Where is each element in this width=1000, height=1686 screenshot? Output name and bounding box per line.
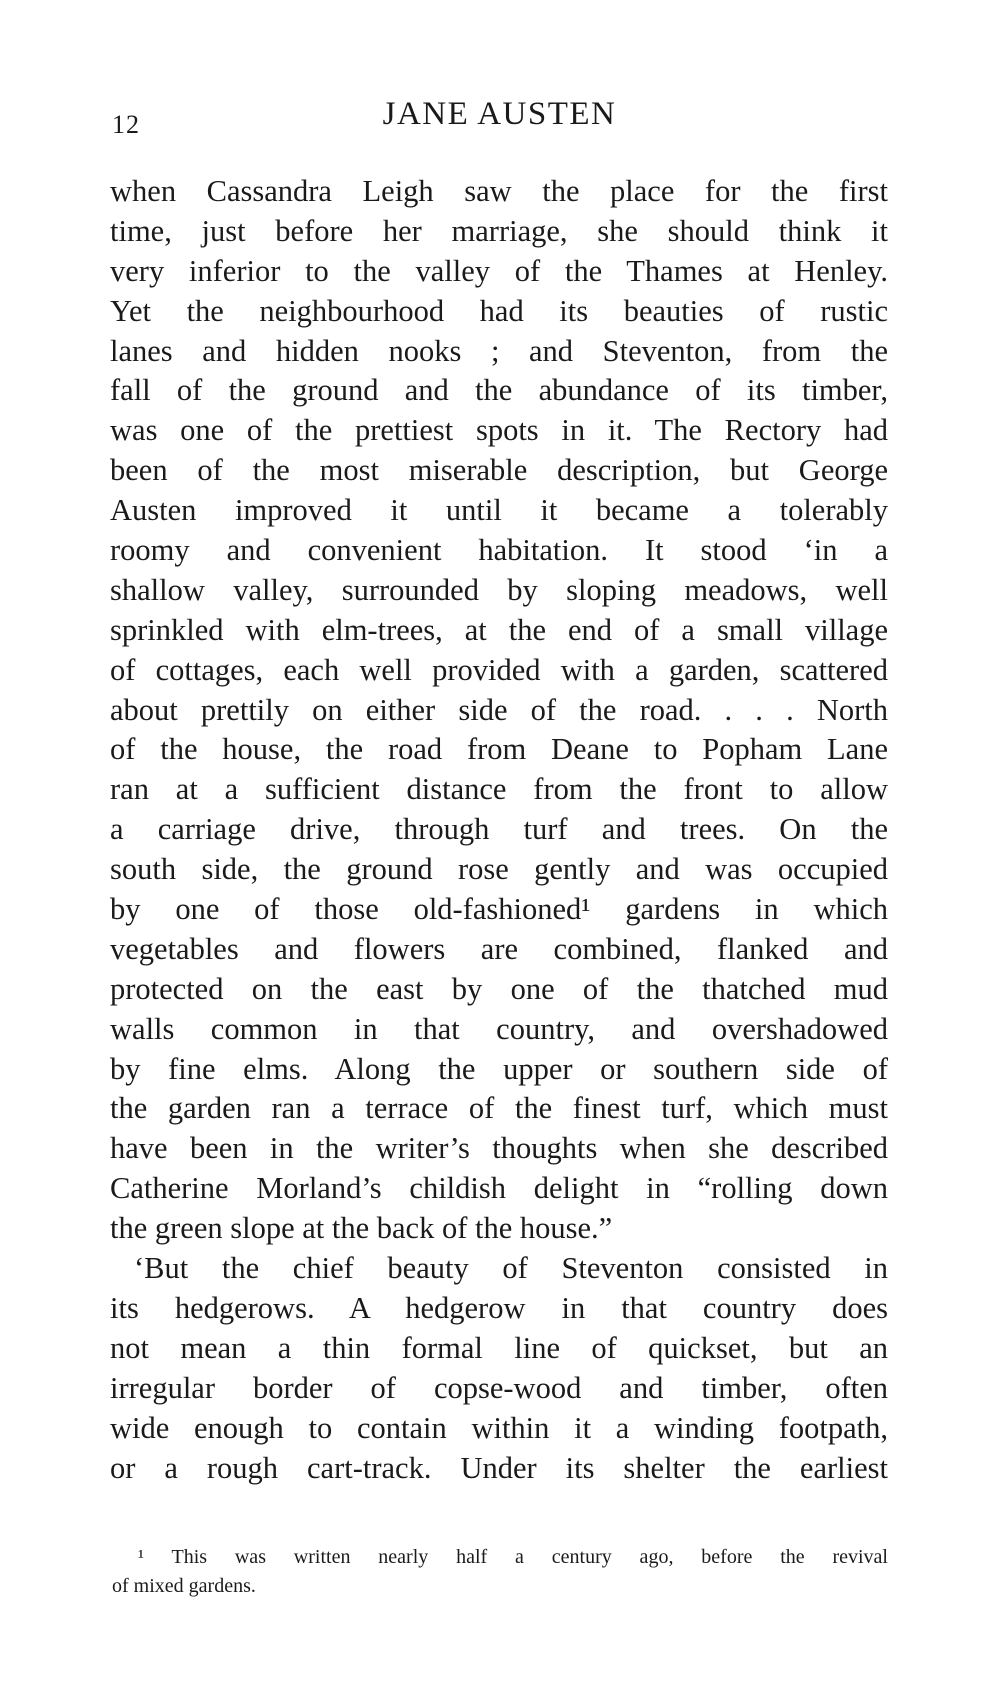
text-line: ran at a sufficient distance from the front to allow <box>110 772 888 807</box>
text-line: irregular border of copse-wood and timber, often <box>110 1370 888 1405</box>
text-line: a carriage drive, through turf and trees. On the <box>110 812 888 847</box>
text-line: not mean a thin formal line of quickset, but an <box>110 1330 888 1365</box>
text-line: protected on the east by one of the thatched mud <box>110 971 888 1006</box>
text-line: when Cassandra Leigh saw the place for the first <box>110 174 888 208</box>
text-line: was one of the prettiest spots in it. The Rectory had <box>110 413 888 448</box>
running-head: JANE AUSTEN <box>382 96 617 132</box>
page-number: 12 <box>112 110 140 139</box>
text-line: sprinkled with elm-trees, at the end of a small village <box>110 612 888 647</box>
text-line: south side, the ground rose gently and was occupied <box>110 852 888 887</box>
text-line: of cottages, each well provided with a garden, scattered <box>110 652 888 687</box>
text-line: Austen improved it until it became a tolerably <box>110 493 888 528</box>
text-line: or a rough cart-track. Under its shelter the earliest <box>110 1450 888 1485</box>
text-line: the garden ran a terrace of the finest turf, which must <box>110 1091 888 1126</box>
text-line: Yet the neighbourhood had its beauties of rustic <box>110 293 888 328</box>
text-line: the green slope at the back of the house.” <box>110 1211 613 1246</box>
page-header <box>112 96 887 146</box>
text-line: walls common in that country, and overshadowed <box>110 1011 888 1046</box>
text-line: very inferior to the valley of the Thames at Henley. <box>110 253 888 288</box>
text-line: time, just before her marriage, she should think it <box>110 213 888 248</box>
footnote-line: ¹ This was written nearly half a century ago, before the revival <box>138 1546 888 1568</box>
text-line: roomy and convenient habitation. It stood ‘in a <box>110 533 888 568</box>
text-line: wide enough to contain within it a winding footpath, <box>110 1410 888 1445</box>
text-line: ‘But the chief beauty of Steventon consisted in <box>134 1251 888 1286</box>
text-line: been of the most miserable description, but George <box>110 453 888 488</box>
text-line: vegetables and flowers are combined, flanked and <box>110 931 888 966</box>
text-line: fall of the ground and the abundance of its timber, <box>110 373 888 408</box>
text-line: by fine elms. Along the upper or southern side of <box>110 1051 888 1086</box>
text-line: about prettily on either side of the road. . . . North <box>110 692 888 727</box>
text-line: have been in the writer’s thoughts when she described <box>110 1131 888 1166</box>
body-text <box>110 172 888 1488</box>
text-line: shallow valley, surrounded by sloping meadows, well <box>110 572 888 607</box>
text-line: its hedgerows. A hedgerow in that country does <box>110 1290 888 1325</box>
text-line: by one of those old-fashioned¹ gardens in which <box>110 892 888 927</box>
text-line: of the house, the road from Deane to Popham Lane <box>110 732 888 767</box>
footnote-line: of mixed gardens. <box>112 1575 256 1597</box>
text-line: lanes and hidden nooks ; and Steventon, from the <box>110 333 888 368</box>
text-line: Catherine Morland’s childish delight in “rolling down <box>110 1171 888 1206</box>
footnotes <box>112 1543 888 1601</box>
